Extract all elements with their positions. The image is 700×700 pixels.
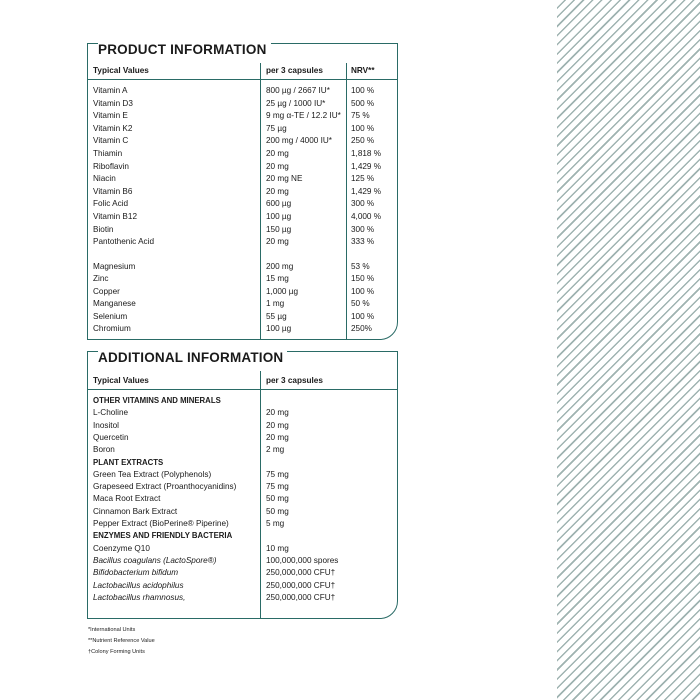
product-table-header: [88, 65, 397, 77]
additional-table-header: [88, 375, 397, 387]
nutrient-name: Vitamin B12: [93, 212, 137, 221]
ingredient-name: L-Choline: [93, 408, 129, 418]
nrv-value: 4,000 %: [351, 212, 382, 221]
amount-per-3-capsules: 250,000,000 CFU†: [266, 592, 336, 602]
nutrient-name: Folic Acid: [93, 199, 129, 209]
section-heading: [88, 395, 397, 407]
amount-per-3-capsules: 20 mg: [266, 408, 289, 418]
nutrient-name: Vitamin A: [93, 86, 128, 95]
amount-per-3-capsules: 150 µg: [266, 224, 292, 234]
nutrient-name: Vitamin C: [93, 136, 129, 146]
nutrient-name: Manganese: [93, 299, 136, 309]
nutrient-name: Thiamin: [93, 149, 123, 158]
nrv-value: 53 %: [351, 262, 370, 271]
amount-per-3-capsules: 1,000 µg: [266, 286, 299, 296]
footnote-international-units: *International Units: [88, 627, 136, 633]
amount-per-3-capsules: 250,000,000 CFU†: [266, 580, 336, 590]
nutrient-name: Selenium: [93, 311, 128, 321]
product-information-panel: [87, 43, 398, 340]
nutrient-name: Riboflavin: [93, 161, 129, 171]
section-heading-label: PLANT EXTRACTS: [93, 457, 164, 467]
vitamin-row: [88, 148, 397, 160]
amount-per-3-capsules: 75 mg: [266, 469, 289, 479]
section-heading-label: OTHER VITAMINS AND MINERALS: [93, 396, 221, 405]
nrv-value: 1,429 %: [351, 161, 382, 171]
nutrient-name: Magnesium: [93, 262, 136, 271]
amount-per-3-capsules: 20 mg: [266, 149, 289, 158]
ingredient-row: [88, 592, 397, 604]
amount-per-3-capsules: 600 µg: [266, 199, 292, 209]
section-heading: [88, 530, 397, 542]
section-heading-label: ENZYMES AND FRIENDLY BACTERIA: [93, 531, 233, 541]
amount-per-3-capsules: 20 mg: [266, 420, 289, 430]
ingredient-name: Grapeseed Extract (Proanthocyanidins): [93, 482, 237, 492]
footnote-cfu: †Colony Forming Units: [88, 649, 145, 655]
vitamin-row: [88, 198, 397, 210]
header-typical-values: Typical Values: [93, 66, 149, 75]
ingredient-name: Inositol: [93, 420, 119, 430]
amount-per-3-capsules: 55 µg: [266, 311, 287, 321]
ingredient-row: [88, 420, 397, 432]
vitamin-row: [88, 211, 397, 223]
nutrient-name: Pantothenic Acid: [93, 237, 154, 247]
nutrient-name: Vitamin B6: [93, 186, 133, 196]
ingredient-row: [88, 481, 397, 493]
amount-per-3-capsules: 9 mg α-TE / 12.2 IU*: [266, 111, 341, 121]
ingredient-name: Maca Root Extract: [93, 494, 161, 504]
header-divider: [88, 389, 397, 390]
vitamin-row: [88, 135, 397, 147]
nrv-value: 300 %: [351, 224, 375, 234]
nrv-value: 1,429 %: [351, 186, 382, 196]
nrv-value: 300 %: [351, 199, 375, 209]
nutrient-name: Vitamin E: [93, 111, 128, 121]
mineral-row: [88, 261, 397, 273]
nutrient-name: Zinc: [93, 274, 109, 284]
vitamin-row: [88, 123, 397, 135]
amount-per-3-capsules: 75 µg: [266, 123, 287, 133]
ingredient-row: [88, 555, 397, 567]
nutrient-name: Niacin: [93, 174, 116, 184]
mineral-row: [88, 311, 397, 323]
amount-per-3-capsules: 100,000,000 spores: [266, 555, 339, 565]
amount-per-3-capsules: 2 mg: [266, 445, 285, 455]
ingredient-row: [88, 493, 397, 505]
nrv-value: 250 %: [351, 136, 375, 146]
additional-information-title: ADDITIONAL INFORMATION: [98, 349, 287, 367]
ingredient-name: Green Tea Extract (Polyphenols): [93, 469, 212, 479]
header-nrv: NRV**: [351, 66, 375, 75]
ingredient-name: Quercetin: [93, 432, 129, 442]
amount-per-3-capsules: 100 µg: [266, 212, 292, 221]
nrv-value: 100 %: [351, 286, 375, 296]
amount-per-3-capsules: 800 µg / 2667 IU*: [266, 86, 330, 95]
mineral-row: [88, 273, 397, 285]
amount-per-3-capsules: 75 mg: [266, 482, 289, 492]
ingredient-name: Lactobacillus acidophilus: [93, 580, 184, 590]
ingredient-row: [88, 407, 397, 419]
header-divider: [88, 79, 397, 80]
nutrient-name: Biotin: [93, 224, 114, 234]
amount-per-3-capsules: 5 mg: [266, 519, 285, 528]
ingredient-name: Bacillus coagulans (LactoSpore®): [93, 555, 217, 565]
ingredient-row: [88, 469, 397, 481]
mineral-row: [88, 286, 397, 298]
nrv-value: 333 %: [351, 237, 375, 247]
additional-information-panel: [87, 351, 398, 619]
vitamin-row: [88, 186, 397, 198]
ingredient-row: [88, 444, 397, 456]
ingredient-row: [88, 506, 397, 518]
amount-per-3-capsules: 20 mg NE: [266, 174, 303, 184]
ingredient-row: [88, 432, 397, 444]
ingredient-row: [88, 543, 397, 555]
nrv-value: 125 %: [351, 174, 375, 184]
ingredient-name: Bifidobacterium bifidum: [93, 568, 179, 578]
amount-per-3-capsules: 15 mg: [266, 274, 289, 284]
vitamin-row: [88, 85, 397, 97]
amount-per-3-capsules: 20 mg: [266, 161, 289, 171]
amount-per-3-capsules: 10 mg: [266, 543, 289, 553]
nrv-value: 50 %: [351, 299, 370, 309]
mineral-row: [88, 298, 397, 310]
amount-per-3-capsules: 200 mg / 4000 IU*: [266, 136, 332, 146]
amount-per-3-capsules: 20 mg: [266, 186, 289, 196]
nutrient-name: Copper: [93, 286, 120, 296]
vitamin-row: [88, 173, 397, 185]
amount-per-3-capsules: 50 mg: [266, 494, 289, 504]
nrv-value: 75 %: [351, 111, 370, 121]
header-typical-values: Typical Values: [93, 376, 149, 385]
amount-per-3-capsules: 200 mg: [266, 262, 294, 271]
vitamin-row: [88, 224, 397, 236]
vitamin-row: [88, 98, 397, 110]
vitamin-row: [88, 110, 397, 122]
nrv-value: 1,818 %: [351, 149, 382, 158]
vitamin-row: [88, 236, 397, 248]
amount-per-3-capsules: 100 µg: [266, 324, 292, 333]
nutrient-name: Chromium: [93, 324, 131, 333]
nrv-value: 150 %: [351, 274, 375, 284]
nrv-value: 100 %: [351, 311, 375, 321]
ingredient-name: Lactobacillus rhamnosus,: [93, 592, 186, 602]
section-heading: [88, 457, 397, 469]
ingredient-name: Pepper Extract (BioPerine® Piperine): [93, 519, 229, 528]
ingredient-row: [88, 567, 397, 579]
nrv-value: 500 %: [351, 98, 375, 108]
nrv-value: 100 %: [351, 123, 375, 133]
amount-per-3-capsules: 50 mg: [266, 506, 289, 516]
footnote-nrv: **Nutrient Reference Value: [88, 638, 155, 644]
mineral-row: [88, 323, 397, 335]
vitamin-row: [88, 161, 397, 173]
nrv-value: 250%: [351, 324, 372, 333]
nutrient-name: Vitamin D3: [93, 98, 133, 108]
header-per-3-capsules: per 3 capsules: [266, 376, 323, 385]
ingredient-row: [88, 580, 397, 592]
header-per-3-capsules: per 3 capsules: [266, 66, 323, 75]
amount-per-3-capsules: 25 µg / 1000 IU*: [266, 98, 326, 108]
amount-per-3-capsules: 20 mg: [266, 237, 289, 247]
ingredient-name: Coenzyme Q10: [93, 543, 150, 553]
amount-per-3-capsules: 250,000,000 CFU†: [266, 568, 336, 578]
ingredient-name: Boron: [93, 445, 115, 455]
decorative-diagonal-stripes: [557, 0, 700, 700]
product-information-title: PRODUCT INFORMATION: [98, 41, 271, 59]
nutrient-name: Vitamin K2: [93, 123, 133, 133]
nrv-value: 100 %: [351, 86, 375, 95]
ingredient-row: [88, 518, 397, 530]
amount-per-3-capsules: 1 mg: [266, 299, 285, 309]
amount-per-3-capsules: 20 mg: [266, 432, 289, 442]
ingredient-name: Cinnamon Bark Extract: [93, 506, 178, 516]
